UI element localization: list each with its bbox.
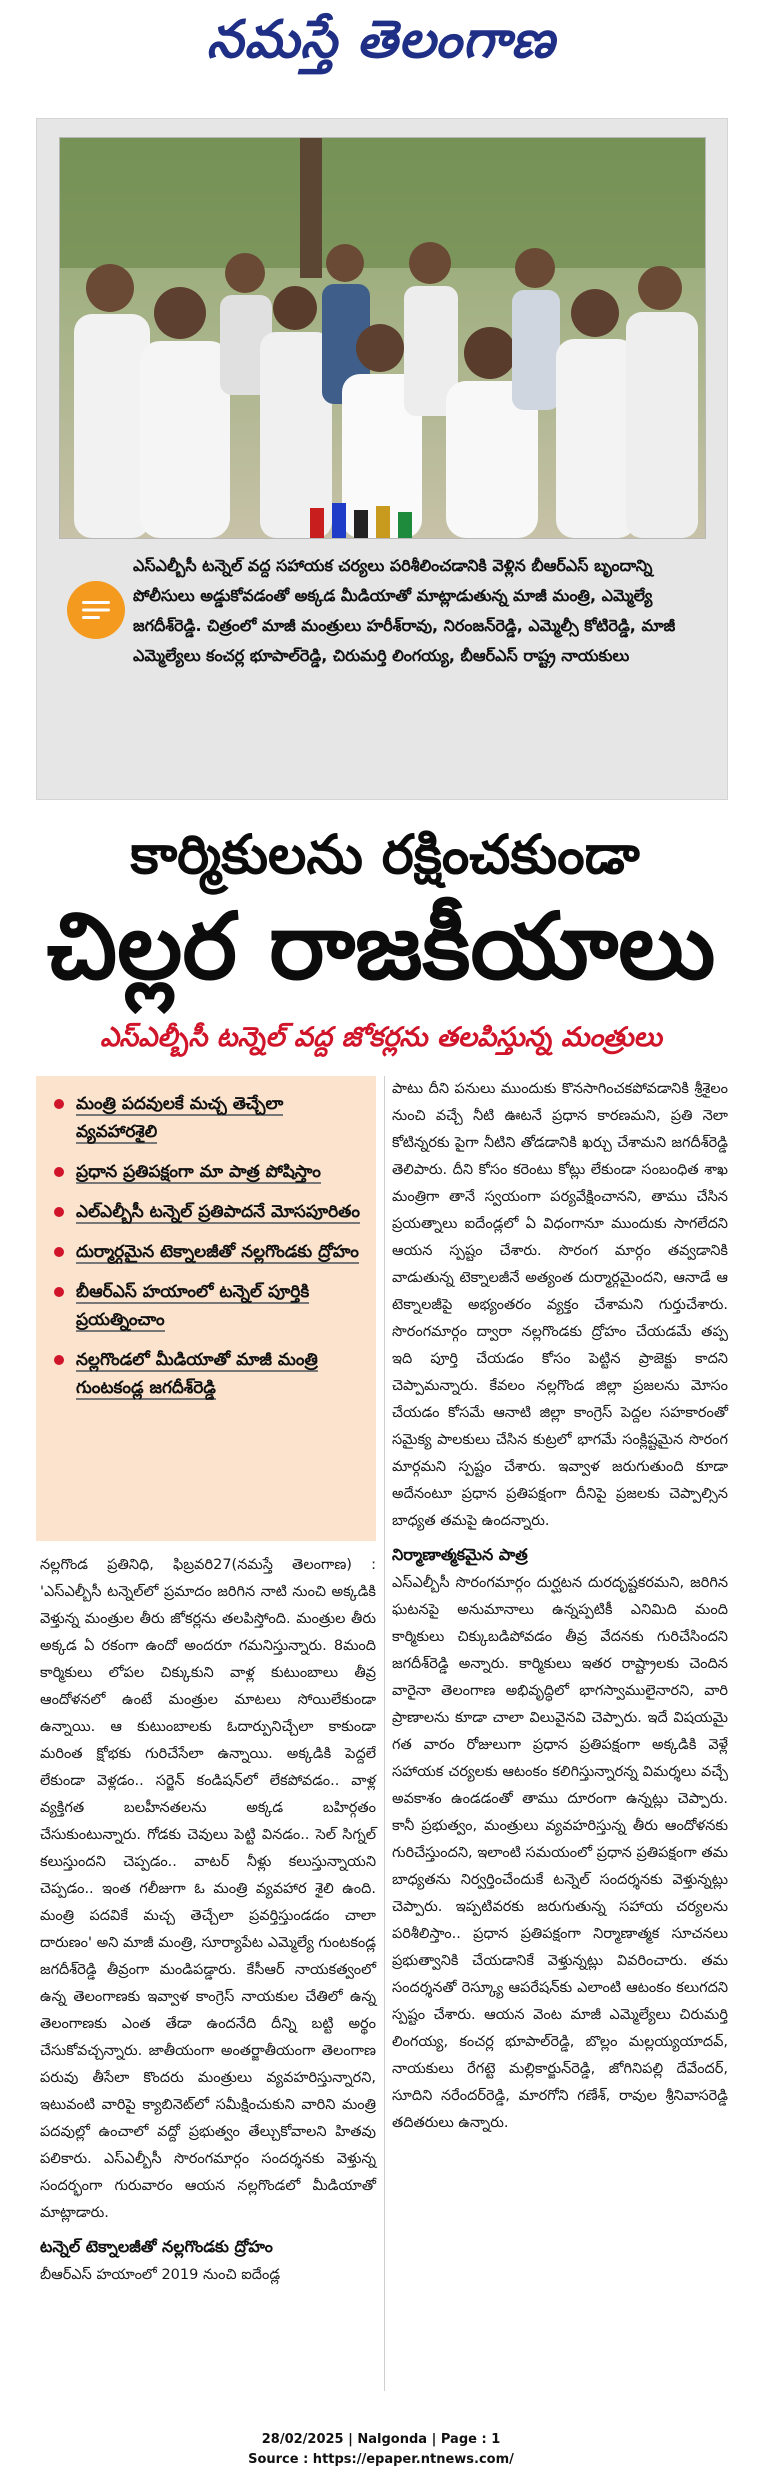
article-paragraph: పాటు దీని పనులు ముందుకు కొనసాగించకపోవడానికి శ్రీశైలం నుంచి వచ్చే నీటి ఊటనే ప్రధాన కారణమని, ప్రతి నెలా కోటిన్నరకు పైగా నీటిని తోడడానికి ఖర్చు చేశామని జగదీశ్‌రెడ్డి తెలిపారు. దీని కోసం కరెంటు కోట్లు లేకుండా సంబంధిత శాఖ మంత్రిగా తానే స్వయంగా పర్యవేక్షించానని, తాము చేసిన ప్రయత్నాలు ఐదేండ్లలో ఏ విధంగానూ ముందుకు సాగలేదని ఆయన స్పష్టం చేశారు. సొరంగ మార్గం తవ్వడానికి వాడుతున్న టెక్నాలజీనే అత్యంత దుర్మార్గమైందని, ఆనాడే ఆ టెక్నాలజీపై అభ్యంతరం వ్యక్తం చేశామని గుర్తుచేశారు. సొరంగమార్గం ద్వారా నల్లగొండకు ద్రోహం చేయడమే తప్ప ఇది పూర్తి చేయడం కోసం పెట్టిన ప్రాజెక్టు కాదని చెప్పామన్నారు. కేవలం నల్లగొండ జిల్లా ప్రజలను మోసం చేయడం కోసమే ఆనాటి జిల్లా కాంగ్రెస్ పెద్దల సహకారంతో సమైక్య పాలకులు చేసిన కుట్రలో భాగమే సంక్లిష్టమైన సొరంగ మార్గమని స్పష్టం చేశారు. ఇవ్వాళ జరుగుతుంది కూడా అదేనంటూ ప్రధాన ప్రతిపక్షంగా దీనిపై ప్రజలకు చెప్పాల్సిన బాధ్యత తమపై ఉందన్నారు.	[392, 1081, 728, 1529]
highlight-item: దుర్మార్గమైన టెక్నాలజీతో నల్లగొండకు ద్రోహం	[50, 1238, 366, 1266]
article-paragraph: ఎస్ఎల్బీసీ సొరంగమార్గం దుర్ఘటన దురదృష్టకరమని, జరిగిన ఘటనపై అనుమానాలు ఉన్నప్పటికీ ఎనిమిది మంది కార్మికులు చిక్కుబడిపోవడం తీవ్ర వేదనకు గురిచేసిందని జగదీశ్‌రెడ్డి అన్నారు. కార్మికులు ఇతర రాష్ట్రాలకు చెందిన వారైనా తెలంగాణ అభివృద్ధిలో భాగస్వాములైనారని, వారి ప్రాణాలను కూడా చాలా విలువైనవి చెప్పారు. ఇదే విషయమై గత వారం రోజులుగా ప్రధాన ప్రతిపక్షంగా అక్కడికి వెళ్లే సహాయక చర్యలకు ఆటంకం కలిగిస్తున్నారన్న విమర్శలు వచ్చే అవకాశం ఉండడంతో తాము దూరంగా ఉన్నట్లు చెప్పారు. కానీ ప్రభుత్వం, మంత్రులు వ్యవహరిస్తున్న తీరు ఆందోళనకు గురిచేస్తుందని, ఇలాంటి సమయంలో ప్రధాన ప్రతిపక్షంగా తమ బాధ్యతను నిర్వర్తించేందుకే టన్నెల్ సందర్శనకు వెళ్తున్నట్లు చెప్పారు. ఇప్పటివరకు జరుగుతున్న సహాయ చర్యలను పరిశీలిస్తాం.. ప్రధాన ప్రతిపక్షంగా నిర్మాణాత్మక సూచనలు ప్రభుత్వానికి చేయడానికే వెళ్తున్నట్లు వివరించారు. తమ సందర్శనతో రెస్క్యూ ఆపరేషన్‌కు ఎలాంటి ఆటంకం కలుగదని స్పష్టం చేశారు. ఆయన వెంట మాజీ ఎమ్మెల్యేలు చిరుమర్తి లింగయ్య, కంచర్ల భూపాల్‌రెడ్డి, బొల్లం మల్లయ్యయాదవ్, నాయకులు రేగట్టె మల్లికార్జున్‌రెడ్డి, జోగినిపల్లి దేవేందర్, సూదిని నరేందర్‌రెడ్డి, మారగోని గణేశ్, రావుల శ్రీనివాసరెడ్డి తదితరులు ఉన్నారు.	[392, 1575, 728, 2131]
article-column-right	[392, 1076, 728, 2137]
article-column-left	[40, 1552, 376, 2289]
highlight-item: బీఆర్ఎస్ హయాంలో టన్నెల్ పూర్తికి ప్రయత్నించాం	[50, 1278, 366, 1334]
highlight-item: ప్రధాన ప్రతిపక్షంగా మా పాత్ర పోషిస్తాం	[50, 1158, 366, 1186]
highlight-item: ఎల్ఎల్బీసీ టన్నెల్ ప్రతిపాదనే మోసపూరితం	[50, 1198, 366, 1226]
footer	[0, 2430, 762, 2470]
photo-caption: ఎస్ఎల్బీసీ టన్నెల్ వద్ద సహాయక చర్యలు పరిశీలించడానికి వెళ్లిన బీఆర్ఎస్ బృందాన్ని పోలీసులు అడ్డుకోవడంతో అక్కడ మీడియాతో మాట్లాడుతున్న మాజీ మంత్రి, ఎమ్మెల్యే జగదీశ్‌రెడ్డి. చిత్రంలో మాజీ మంత్రులు హరీశ్‌రావు, నిరంజన్‌రెడ్డి, ఎమ్మెల్సీ కోటిరెడ్డి, మాజీ ఎమ్మెల్యేలు కంచర్ల భూపాల్‌రెడ్డి, చిరుమర్తి లింగయ్య, బీఆర్ఎస్ రాష్ట్ర నాయకులు	[133, 556, 676, 665]
highlight-item: మంత్రి పదవులకే మచ్చ తెచ్చేలా వ్యవహారశైలి	[50, 1090, 366, 1146]
bullet-icon	[54, 1287, 64, 1297]
footer-edition-info: 28/02/2025 | Nalgonda | Page : 1	[261, 2432, 501, 2447]
article-subhead: నిర్మాణాత్మకమైన పాత్ర	[392, 1545, 528, 1564]
article-paragraph: బీఆర్ఎస్ హయాంలో 2019 నుంచి ఐదేండ్ల	[40, 2267, 281, 2283]
photo-caption-box	[36, 118, 728, 800]
bullet-icon	[54, 1167, 64, 1177]
masthead-title: నమస్తే తెలంగాణ	[206, 9, 556, 70]
headline-line-2: చిల్లర రాజకీయాలు	[46, 893, 716, 1000]
bullet-icon	[54, 1099, 64, 1109]
bullet-icon	[54, 1247, 64, 1257]
masthead	[0, 0, 762, 92]
footer-source-link[interactable]: Source : https://epaper.ntnews.com/	[248, 2452, 514, 2467]
text-lines-icon	[67, 581, 125, 639]
article-subhead: టన్నెల్ టెక్నాలజీతో నల్లగొండకు ద్రోహం	[40, 2237, 273, 2256]
highlight-item: నల్లగొండలో మీడియాతో మాజీ మంత్రి గుంటకండ్ల జగదీశ్‌రెడ్డి	[50, 1346, 366, 1402]
news-photo	[59, 137, 706, 539]
bullet-icon	[54, 1207, 64, 1217]
column-divider	[384, 1076, 385, 2391]
highlights-box	[36, 1076, 376, 1541]
subheadline: ఎస్ఎల్బీసీ టన్నెల్ వద్ద జోకర్లను తలపిస్తున్న మంత్రులు	[99, 1022, 663, 1053]
headline-line-1: కార్మికులను రక్షించకుండా	[130, 823, 640, 886]
bullet-icon	[54, 1355, 64, 1365]
article-paragraph: నల్లగొండ ప్రతినిధి, ఫిబ్రవరి27(నమస్తే తెలంగాణ) : 'ఎస్ఎల్బీసీ టన్నెల్‌లో ప్రమాదం జరిగిన నాటి నుంచి అక్కడికి వెళ్తున్న మంత్రుల తీరు జోకర్లను తలపిస్తోంది. మంత్రుల తీరు అక్కడ ఏ రకంగా ఉందో అందరూ గమనిస్తున్నారు. 8మంది కార్మికులు లోపల చిక్కుకుని వాళ్ల కుటుంబాలు తీవ్ర ఆందోళనలో ఉంటే మంత్రుల మాటలు సోయిలేకుండా ఉన్నాయి. ఆ కుటుంబాలకు ఓదార్పునిచ్చేలా కాకుండా మరింత క్షోభకు గురిచేసేలా ఉన్నాయి. అక్కడికి పెద్దలే లేకుండా వెళ్లడం.. సర్జెన్ కండిషన్‌లో లేకపోవడం.. వాళ్ల వ్యక్తిగత బలహీనతలను అక్కడ బహిర్గతం చేసుకుంటున్నారు. గోడకు చెవులు పెట్టి వినడం.. సెల్ సిగ్నల్ కలుస్తుందని చెప్పడం.. వాటర్ నీళ్లు కలుస్తున్నాయని చెప్పడం.. ఇంత గలీజుగా ఓ మంత్రి వ్యవహార శైలి ఉంది. మంత్రి పదవికే మచ్చ తెచ్చేలా ప్రవర్తిస్తుండడం చాలా దారుణం' అని మాజీ మంత్రి, సూర్యాపేట ఎమ్మెల్యే గుంటకండ్ల జగదీశ్‌రెడ్డి తీవ్రంగా మండిపడ్డారు. కేసీఆర్ నాయకత్వంలో ఉన్న తెలంగాణకు ఇవ్వాళ కాంగ్రెస్ నాయకుల చేతిలో ఉన్న తెలంగాణకు ఎంత తేడా ఉందనేది దీన్ని బట్టి అర్థం చేసుకోవచ్చన్నారు. జాతీయంగా అంతర్జాతీయంగా తెలంగాణ పరువు తీసేలా కొందరు మంత్రులు వ్యవహరిస్తున్నారని, ఇటువంటి వారిపై క్యాబినెట్‌లో సమీక్షించుకుని వారిని మంత్రి పదవుల్లో ఉంచాలో వద్దో ప్రభుత్వం తేల్చుకోవాలని హితవు పలికారు. ఎస్ఎల్బీసీ సొరంగమార్గం సందర్శనకు వెళ్తున్న సందర్భంగా గురువారం ఆయన నల్లగొండలో మీడియాతో మాట్లాడారు.	[40, 1557, 376, 2221]
